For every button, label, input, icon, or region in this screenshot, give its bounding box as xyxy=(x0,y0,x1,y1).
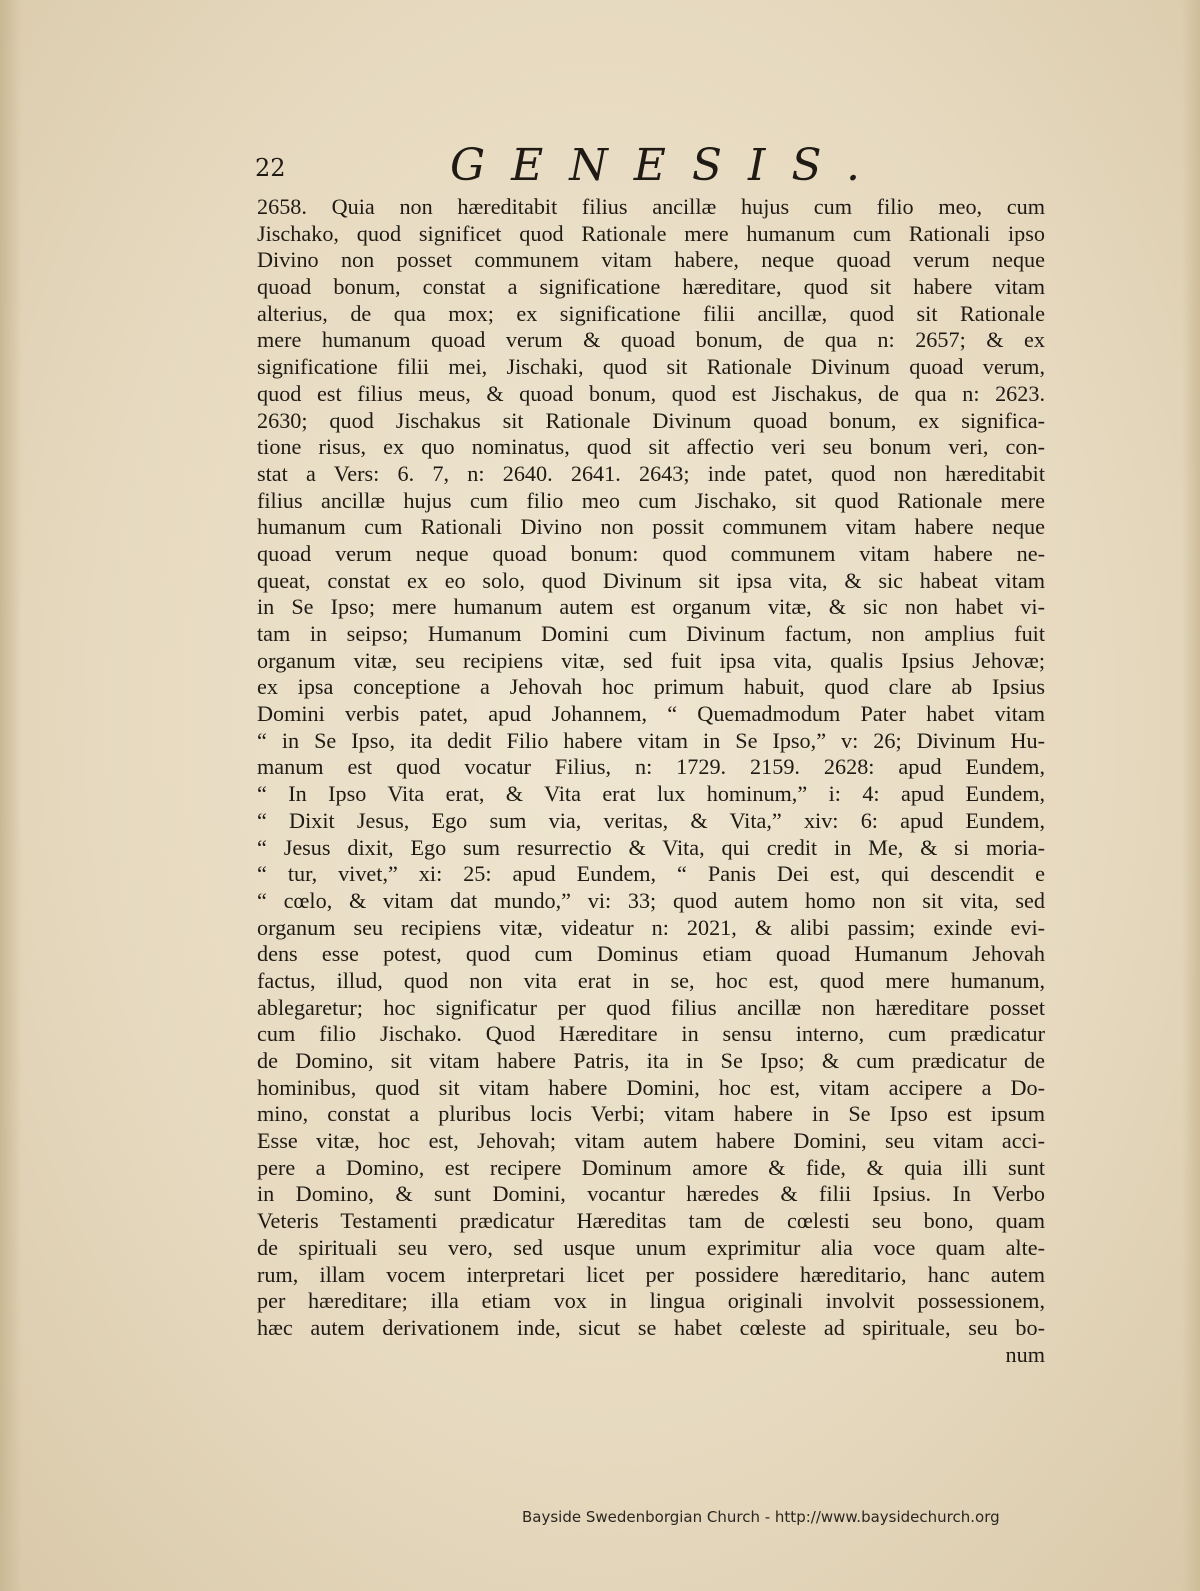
text-line: queat, constat ex eo solo, quod Divinum sit ipsa vita, & sic habeat vitam xyxy=(257,567,1045,593)
text-line: quoad bonum, constat a significatione hæreditare, quod sit habere vitam xyxy=(257,274,1045,300)
text-line: Jischako, quod significet quod Rationale mere humanum cum Rationali ipso xyxy=(257,220,1045,246)
text-line: 2658. Quia non hæreditabit filius ancillæ hujus cum filio meo, cum xyxy=(257,194,1045,219)
text-line: in Se Ipso; mere humanum autem est organum vitæ, & sic non habet vi- xyxy=(257,594,1045,620)
text-line: alterius, de qua mox; ex significatione filii ancillæ, quod sit Rationale xyxy=(257,300,1045,326)
text-line: cum filio Jischako. Quod Hæreditare in sensu interno, cum prædicatur xyxy=(257,1021,1045,1047)
text-line: dens esse potest, quod cum Dominus etiam quoad Humanum Jehovah xyxy=(257,941,1045,967)
text-line: mere humanum quoad verum & quoad bonum, de qua n: 2657; & ex xyxy=(257,327,1045,353)
text-line: factus, illud, quod non vita erat in se, hoc est, quod mere humanum, xyxy=(257,967,1045,993)
text-line: 2630; quod Jischakus sit Rationale Divinum quoad bonum, ex significa- xyxy=(257,407,1045,433)
text-line: organum seu recipiens vitæ, videatur n: 2021, & alibi passim; exinde evi- xyxy=(257,914,1045,940)
text-line: hominibus, quod sit vitam habere Domini, hoc est, vitam accipere a Do- xyxy=(257,1074,1045,1100)
body-text xyxy=(257,194,1045,1368)
text-line: tam in seipso; Humanum Domini cum Divinum factum, non amplius fuit xyxy=(257,621,1045,646)
text-line: ex ipsa conceptione a Jehovah hoc primum habuit, quod clare ab Ipsius xyxy=(257,674,1045,700)
text-line: ablegaretur; hoc significatur per quod filius ancillæ non hæreditare posset xyxy=(257,994,1045,1020)
text-line: “ cœlo, & vitam dat mundo,” vi: 33; quod autem homo non sit vita, sed xyxy=(257,887,1045,913)
text-line: pere a Domino, est recipere Dominum amore & fide, & quia illi sunt xyxy=(257,1154,1045,1180)
text-line: organum vitæ, seu recipiens vitæ, sed fuit ipsa vita, qualis Ipsius Jehovæ; xyxy=(257,647,1045,673)
footer-credit: Bayside Swedenborgian Church - http://www.baysidechurch.org xyxy=(522,1508,1000,1526)
page-number: 22 xyxy=(255,154,286,182)
text-line: de spirituali seu vero, sed usque unum exprimitur alia voce quam alte- xyxy=(257,1234,1045,1260)
text-line: Divino non posset communem vitam habere, neque quoad verum neque xyxy=(257,247,1045,273)
text-line: de Domino, sit vitam habere Patris, ita in Se Ipso; & cum prædicatur de xyxy=(257,1048,1045,1073)
text-line: hæc autem derivationem inde, sicut se habet cœleste ad spirituale, seu bo- xyxy=(257,1314,1045,1340)
text-line: “ Dixit Jesus, Ego sum via, veritas, & Vita,” xiv: 6: apud Eundem, xyxy=(257,807,1045,833)
text-line: Veteris Testamenti prædicatur Hæreditas tam de cœlesti seu bono, quam xyxy=(257,1208,1045,1234)
text-line: “ in Se Ipso, ita dedit Filio habere vitam in Se Ipso,” v: 26; Divinum Hu- xyxy=(257,727,1045,753)
text-line: humanum cum Rationali Divino non possit communem vitam habere neque xyxy=(257,514,1045,540)
text-line: num xyxy=(1005,1341,1045,1367)
text-line: manum est quod vocatur Filius, n: 1729. 2159. 2628: apud Eundem, xyxy=(257,754,1045,780)
text-line: quoad verum neque quoad bonum: quod communem vitam habere ne- xyxy=(257,540,1045,566)
page-header xyxy=(255,140,1045,190)
running-title: GENESIS. xyxy=(450,140,886,191)
text-line: “ Jesus dixit, Ego sum resurrectio & Vita, qui credit in Me, & si moria- xyxy=(257,834,1045,860)
text-line: per hæreditare; illa etiam vox in lingua originali involvit possessionem, xyxy=(257,1288,1045,1314)
text-line: “ In Ipso Vita erat, & Vita erat lux hominum,” i: 4: apud Eundem, xyxy=(257,781,1045,807)
text-line: tione risus, ex quo nominatus, quod sit affectio veri seu bonum veri, con- xyxy=(257,434,1045,460)
text-line: stat a Vers: 6. 7, n: 2640. 2641. 2643; inde patet, quod non hæreditabit xyxy=(257,460,1045,486)
text-line: Domini verbis patet, apud Johannem, “ Quemadmodum Pater habet vitam xyxy=(257,701,1045,727)
text-line: quod est filius meus, & quoad bonum, quod est Jischakus, de qua n: 2623. xyxy=(257,380,1045,406)
text-line: “ tur, vivet,” xi: 25: apud Eundem, “ Panis Dei est, qui descendit e xyxy=(257,861,1045,887)
text-line: rum, illam vocem interpretari licet per possidere hæreditario, hanc autem xyxy=(257,1261,1045,1287)
text-line: in Domino, & sunt Domini, vocantur hæredes & filii Ipsius. In Verbo xyxy=(257,1181,1045,1207)
text-line: significatione filii mei, Jischaki, quod sit Rationale Divinum quoad verum, xyxy=(257,354,1045,380)
text-line: Esse vitæ, hoc est, Jehovah; vitam autem habere Domini, seu vitam acci- xyxy=(257,1128,1045,1154)
text-line: filius ancillæ hujus cum filio meo cum Jischako, sit quod Rationale mere xyxy=(257,487,1045,513)
text-line: mino, constat a pluribus locis Verbi; vitam habere in Se Ipso est ipsum xyxy=(257,1101,1045,1127)
